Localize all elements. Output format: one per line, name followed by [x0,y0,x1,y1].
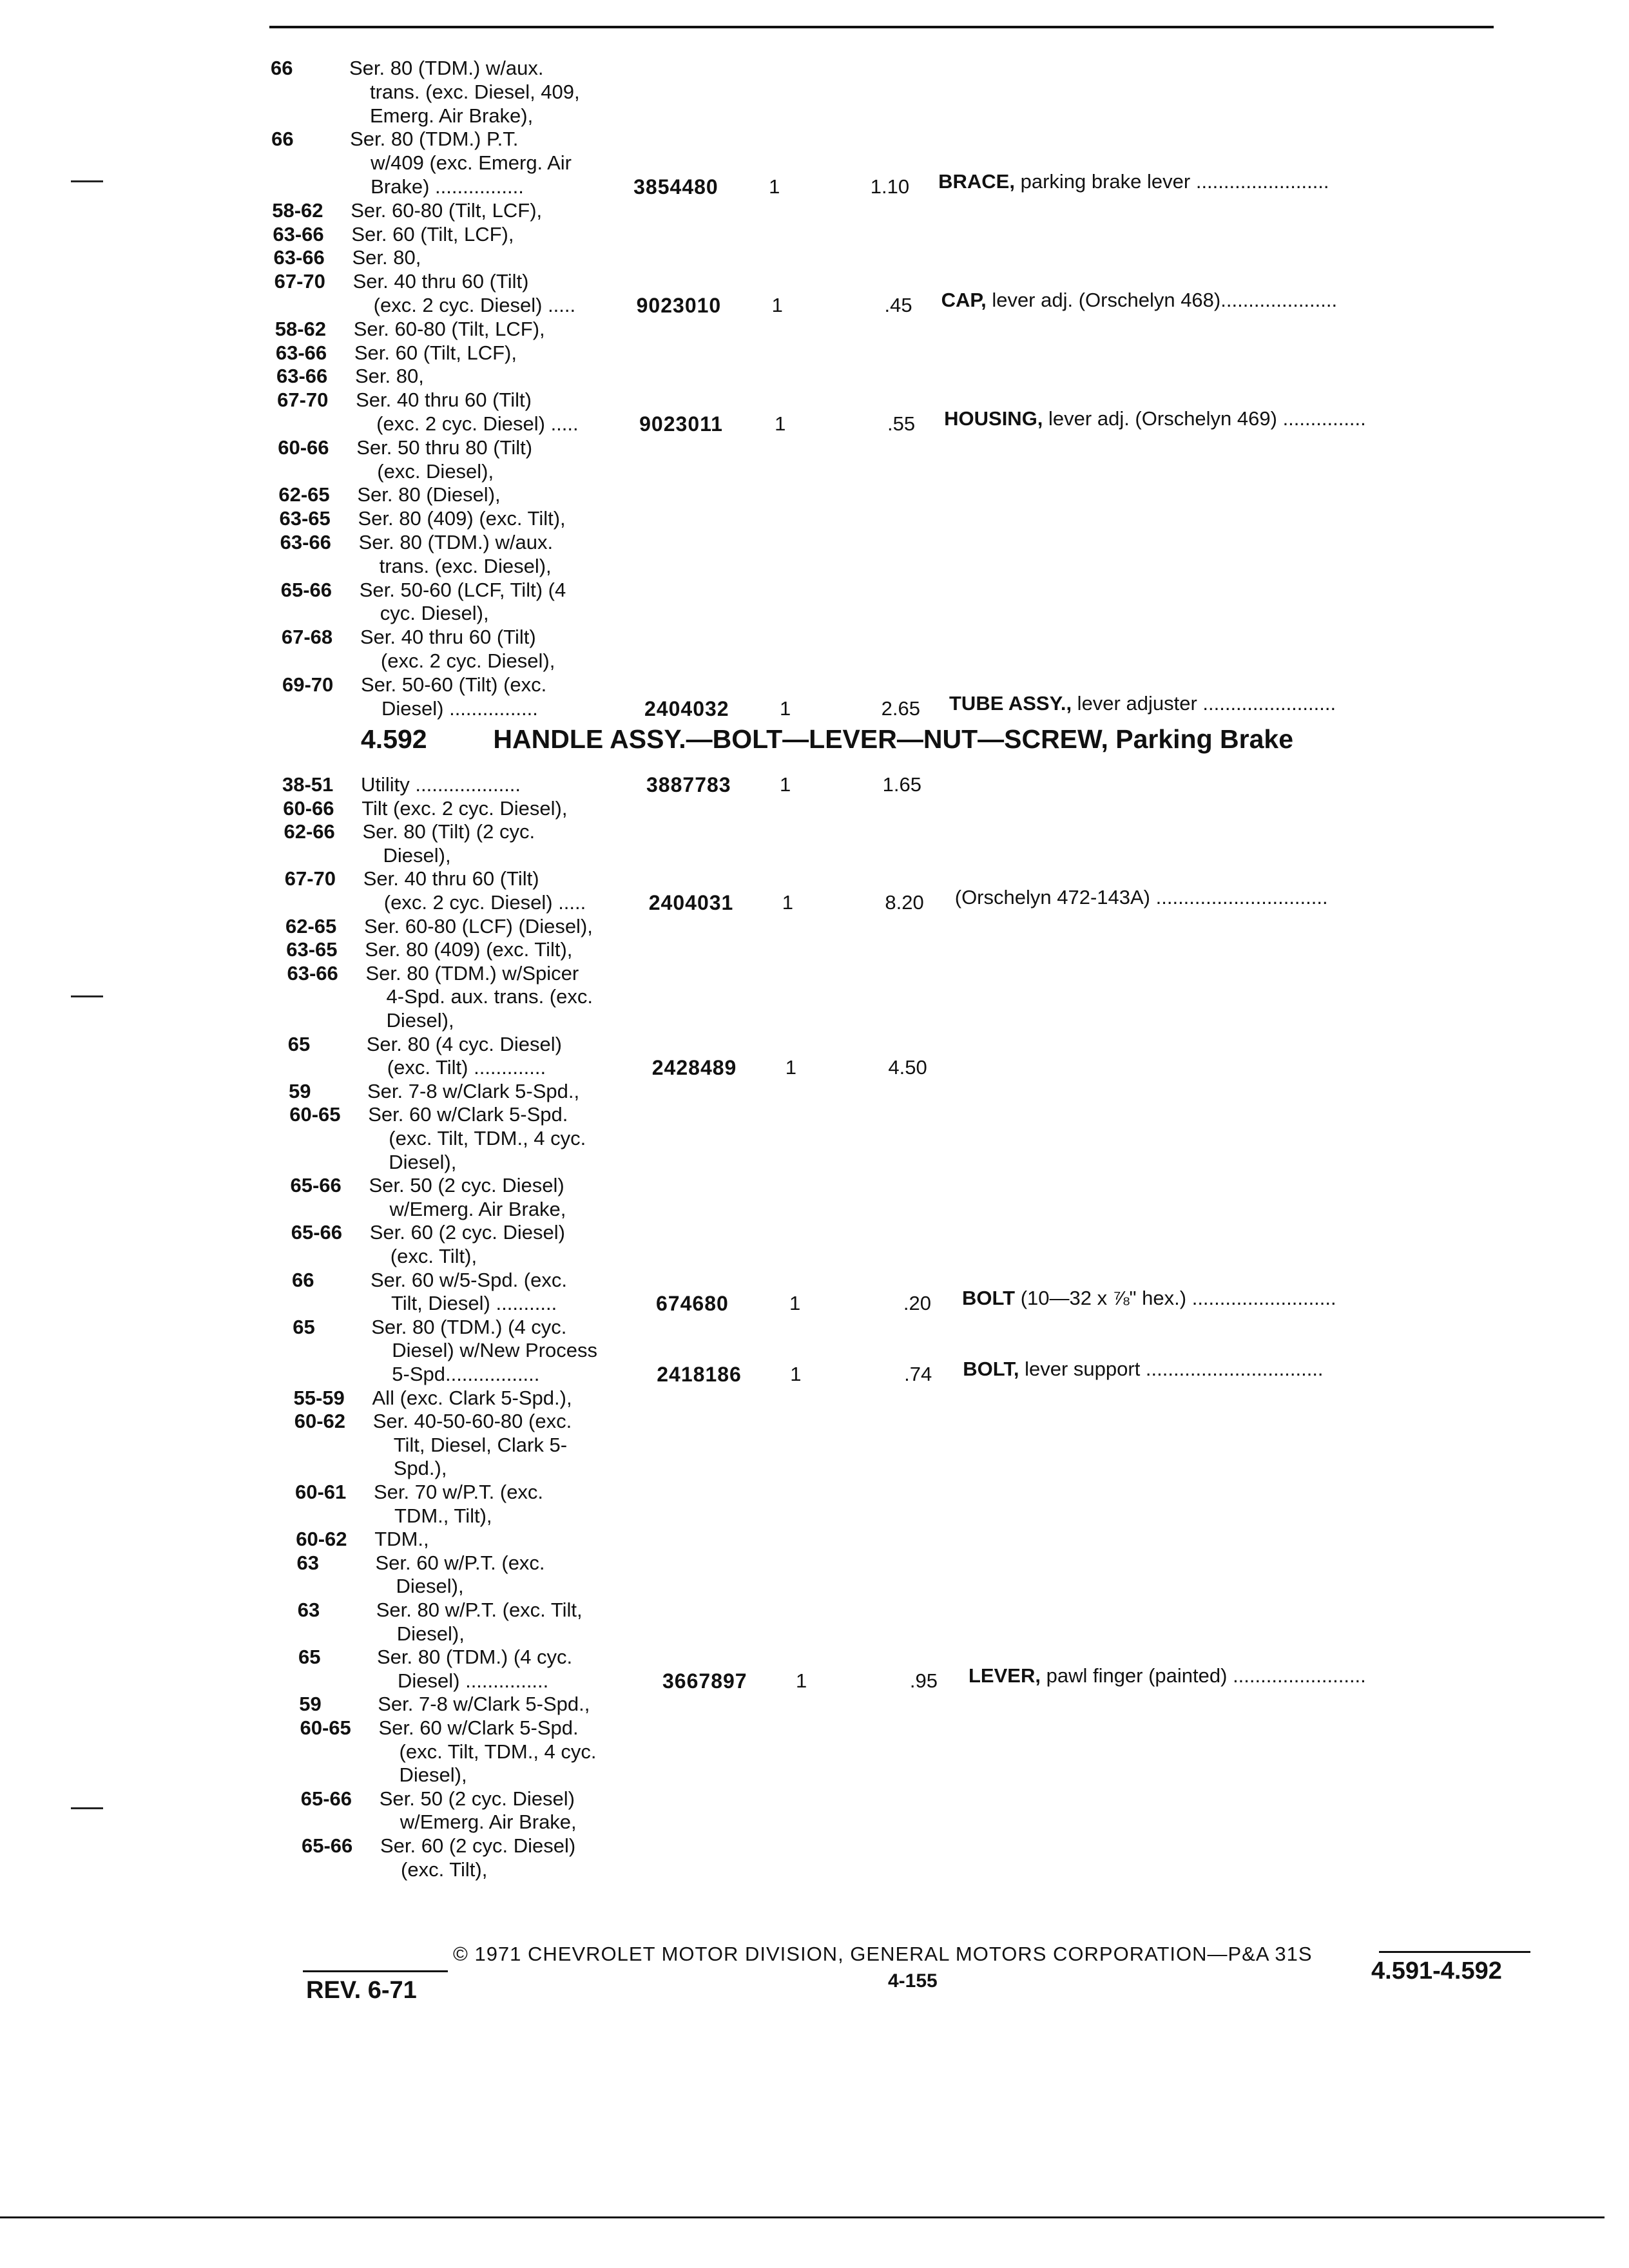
application-description: Ser. 60-80 (Tilt, LCF), [351,198,543,222]
model-year: 67-68 [281,626,333,649]
model-year: 63-65 [286,938,338,961]
application-description: Brake) ................ [371,175,524,198]
part-name: BOLT (10—32 x ⅞" hex.) .......................... [962,1287,1336,1310]
application-description: Diesel), [396,1575,464,1598]
section-number: 4.592 [361,724,427,754]
copyright-notice: © 1971 CHEVROLET MOTOR DIVISION, GENERAL MOTORS CORPORATION—P&A 31S [453,1943,1313,1965]
application-description: Ser. 80 (TDM.) (4 cyc. [377,1646,573,1669]
list-price: 2.65 [881,697,920,720]
application-description: Ser. 40 thru 60 (Tilt) [363,867,539,890]
application-description: Tilt, Diesel) ........... [391,1292,557,1315]
part-number: 674680 [656,1292,729,1316]
quantity: 1 [769,175,780,198]
application-description: w/Emerg. Air Brake, [389,1197,566,1220]
model-year: 63 [297,1599,320,1621]
model-year: 65 [298,1646,321,1669]
margin-mark [71,995,103,997]
list-price: .55 [887,412,916,435]
model-year: 63-65 [279,507,331,530]
quantity: 1 [796,1669,807,1692]
part-number: 9023010 [636,294,722,317]
application-description: Ser. 60 w/P.T. (exc. [375,1551,545,1574]
model-year: 63-66 [276,365,328,388]
application-description: Ser. 60 (2 cyc. Diesel) [369,1221,565,1244]
application-description: (exc. 2 cyc. Diesel) ..... [383,891,586,914]
part-name: BRACE, parking brake lever ........................ [938,170,1329,193]
application-description: trans. (exc. Diesel), [379,554,552,577]
application-description: Ser. 80 w/P.T. (exc. Tilt, [376,1599,583,1621]
list-price: .95 [909,1669,938,1692]
application-description: Tilt, Diesel, Clark 5- [393,1433,568,1456]
list-price: 1.10 [870,175,910,198]
part-number: 3854480 [633,175,718,198]
model-year: 65-66 [280,578,333,601]
application-description: 5-Spd................. [392,1363,540,1385]
application-description: Ser. 50-60 (Tilt) (exc. [361,673,547,696]
application-description: Ser. 80, [355,365,424,388]
model-year: 55-59 [293,1386,345,1409]
list-price: .45 [884,294,912,316]
model-year: 67-70 [274,270,325,293]
model-year: 65 [287,1032,311,1055]
application-description: Ser. 80 (TDM.) P.T. [350,128,519,151]
section-title: HANDLE ASSY.—BOLT—LEVER—NUT—SCREW, Parking Brake [493,724,1293,754]
part-number: 2428489 [651,1056,737,1080]
model-year: 59 [299,1693,322,1716]
application-description: All (exc. Clark 5-Spd.), [372,1386,572,1409]
quantity: 1 [771,294,783,316]
part-number: 3887783 [646,773,731,796]
model-year: 63-66 [280,531,331,553]
model-year: 60-66 [278,436,329,459]
model-year: 62-65 [285,914,337,937]
application-description: Emerg. Air Brake), [370,104,534,127]
application-description: (exc. Tilt) ............. [387,1056,546,1079]
model-year: 60-65 [289,1103,341,1126]
bottom-rule [0,2216,1605,2218]
footer-rule-right [1379,1951,1530,1953]
application-description: (exc. Tilt, TDM., 4 cyc. [389,1127,586,1149]
application-description: Diesel) ................ [381,697,538,720]
part-name: LEVER, pawl finger (painted) ........................ [969,1664,1366,1687]
application-description: Ser. 60 (2 cyc. Diesel) [380,1834,576,1857]
application-description: Diesel), [383,843,451,867]
application-description: Ser. 7-8 w/Clark 5-Spd., [378,1693,590,1716]
model-year: 66 [292,1268,314,1291]
application-description: Ser. 7-8 w/Clark 5-Spd., [367,1079,580,1102]
part-number: 2404031 [648,891,734,914]
model-year: 63-66 [273,222,324,245]
top-rule [269,26,1494,28]
model-year: 60-66 [283,796,334,820]
page-number: 4-155 [888,1970,938,1992]
part-name: HOUSING, lever adj. (Orschelyn 469) ............... [944,407,1366,430]
application-description: (exc. 2 cyc. Diesel) ..... [376,412,579,435]
application-description: Ser. 80, [352,246,421,269]
application-description: (exc. 2 cyc. Diesel) ..... [373,294,576,316]
model-year: 66 [271,128,294,151]
list-price: .74 [904,1363,932,1385]
application-description: Ser. 80 (Tilt) (2 cyc. [362,820,535,843]
application-description: Ser. 80 (409) (exc. Tilt), [365,938,573,961]
model-year: 60-62 [296,1528,347,1551]
application-description: Ser. 80 (Diesel), [357,483,501,506]
part-name: (Orschelyn 472-143A) ............................... [954,886,1328,908]
model-year: 38-51 [282,773,334,796]
application-description: w/409 (exc. Emerg. Air [371,151,572,175]
application-description: (exc. Diesel), [377,459,494,483]
model-year: 65 [293,1315,315,1338]
part-number: 2418186 [657,1363,742,1386]
quantity: 1 [775,412,786,435]
model-year: 60-62 [294,1410,346,1433]
application-description: Diesel) w/New Process [392,1339,597,1362]
part-number: 2404032 [644,697,729,720]
quantity: 1 [790,1363,802,1385]
application-description: Ser. 60-80 (LCF) (Diesel), [364,914,593,937]
quantity: 1 [782,891,793,914]
model-year: 63-66 [287,961,338,985]
application-description: (exc. 2 cyc. Diesel), [380,649,555,672]
model-year: 62-66 [284,820,335,843]
application-description: Ser. 80 (TDM.) w/aux. [349,57,544,79]
application-description: Ser. 60-80 (Tilt, LCF), [353,317,545,340]
section-range: 4.591-4.592 [1371,1957,1502,1984]
application-description: Ser. 60 (Tilt, LCF), [354,341,517,364]
margin-mark [71,180,103,182]
model-year: 58-62 [272,198,323,222]
application-description: Ser. 40-50-60-80 (exc. [372,1410,572,1433]
model-year: 59 [289,1079,311,1102]
application-description: Ser. 80 (409) (exc. Tilt), [358,507,566,530]
application-description: TDM., [374,1528,429,1551]
application-description: (exc. Tilt), [390,1245,477,1267]
quantity: 1 [780,773,791,796]
application-description: Ser. 50 thru 80 (Tilt) [356,436,533,459]
part-number: 3667897 [662,1669,747,1693]
application-description: Ser. 80 (TDM.) (4 cyc. [371,1315,567,1338]
footer-rule-left [303,1970,448,1972]
section-heading [361,724,1293,754]
application-description: Tilt (exc. 2 cyc. Diesel), [361,796,568,820]
application-description: Ser. 40 thru 60 (Tilt) [352,270,529,293]
application-description: Ser. 80 (TDM.) w/aux. [358,531,554,553]
list-price: 1.65 [882,773,921,796]
quantity: 1 [785,1056,796,1079]
application-description: 4-Spd. aux. trans. (exc. [386,985,593,1008]
model-year: 63-66 [275,341,327,364]
application-description: Ser. 70 w/P.T. (exc. [374,1481,544,1503]
model-year: 67-70 [277,389,329,412]
application-description: Ser. 60 w/Clark 5-Spd. [378,1716,579,1739]
application-description: Diesel) ............... [398,1669,549,1692]
application-description: (exc. Tilt, TDM., 4 cyc. [399,1740,597,1763]
model-year: 65-66 [290,1174,342,1197]
application-description: Ser. 50-60 (LCF, Tilt) (4 [359,578,566,601]
application-description: Diesel), [396,1622,465,1645]
application-description: w/Emerg. Air Brake, [400,1811,577,1834]
quantity: 1 [780,697,791,720]
list-price: .20 [903,1292,931,1315]
application-description: Ser. 80 (TDM.) w/Spicer [365,961,579,985]
model-year: 63 [296,1551,319,1574]
model-year: 60-61 [295,1481,347,1503]
application-description: (exc. Tilt), [401,1858,488,1881]
application-description: Ser. 80 (4 cyc. Diesel) [366,1032,562,1055]
part-name: TUBE ASSY., lever adjuster ........................ [949,691,1336,715]
model-year: 62-65 [278,483,330,506]
application-description: Ser. 40 thru 60 (Tilt) [360,626,536,649]
application-description: Spd.), [393,1457,447,1480]
application-description: Diesel), [389,1150,457,1173]
model-year: 63-66 [273,246,325,269]
model-year: 65-66 [300,1787,352,1810]
model-year: 67-70 [284,867,336,890]
revision-label: REV. 6-71 [306,1977,417,2004]
part-name: CAP, lever adj. (Orschelyn 468)..................... [941,289,1338,311]
application-description: Ser. 60 (Tilt, LCF), [351,222,514,245]
list-price: 4.50 [888,1056,927,1079]
application-description: Ser. 60 w/Clark 5-Spd. [368,1103,568,1126]
model-year: 69-70 [282,673,334,696]
application-description: Diesel), [399,1763,467,1787]
application-description: Ser. 60 w/5-Spd. (exc. [371,1268,567,1291]
application-description: TDM., Tilt), [394,1504,492,1527]
application-description: Diesel), [386,1009,454,1032]
application-description: cyc. Diesel), [380,602,489,625]
application-description: Utility ................... [361,773,521,796]
application-description: Ser. 50 (2 cyc. Diesel) [379,1787,575,1810]
quantity: 1 [789,1292,801,1315]
model-year: 66 [271,57,293,79]
model-year: 60-65 [300,1716,351,1739]
margin-mark [71,1807,103,1809]
list-price: 8.20 [885,891,924,914]
application-description: trans. (exc. Diesel, 409, [370,80,580,103]
application-description: Ser. 40 thru 60 (Tilt) [356,389,532,412]
model-year: 65-66 [291,1221,343,1244]
model-year: 65-66 [302,1834,353,1857]
model-year: 58-62 [275,317,327,340]
part-name: BOLT, lever support ................................ [963,1358,1324,1380]
application-description: Ser. 50 (2 cyc. Diesel) [369,1174,564,1197]
part-number: 9023011 [639,412,723,436]
